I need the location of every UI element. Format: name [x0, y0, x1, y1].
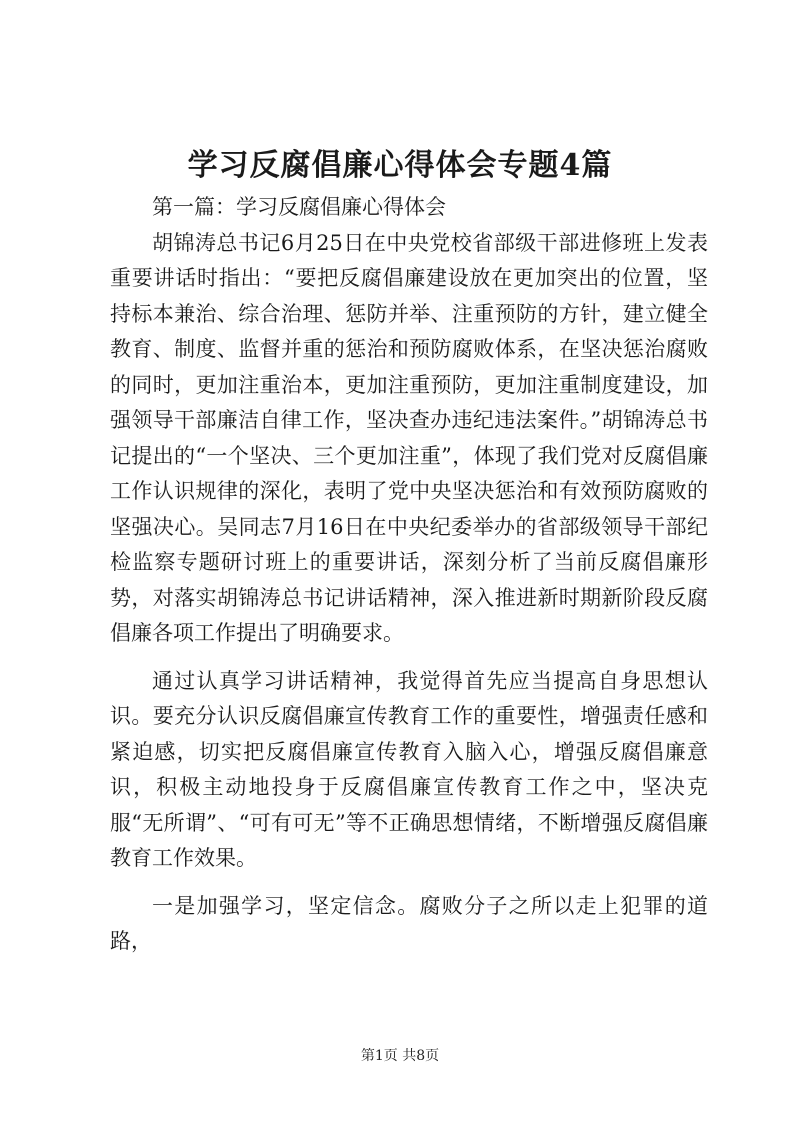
- document-title: 学习反腐倡廉心得体会专题4篇: [187, 148, 613, 183]
- document-body: [110, 190, 708, 960]
- paragraph: 胡锦涛总书记6月25日在中央党校省部级干部进修班上发表重要讲话时指出：“要把反腐倡廉建设放在更加突出的位置，坚持标本兼治、综合治理、惩防并举、注重预防的方针，建立健全教育、制度、监督并重的惩治和预防腐败体系，在坚决惩治腐败的同时，更加注重治本，更加注重预防，更加注重制度建设，加强领导干部廉洁自律工作，坚决查办违纪违法案件。”胡锦涛总书记提出的“一个坚决、三个更加注重”，体现了我们党对反腐倡廉工作认识规律的深化，表明了党中央坚决惩治和有效预防腐败的坚强决心。吴同志7月16日在中央纪委举办的省部级领导干部纪检监察专题研讨班上的重要讲话，深刻分析了当前反腐倡廉形势，对落实胡锦涛总书记讲话精神，深入推进新时期新阶段反腐倡廉各项工作提出了明确要求。: [110, 230, 708, 645]
- paragraph: 一是加强学习，坚定信念。腐败分子之所以走上犯罪的道路，: [110, 893, 708, 953]
- section-heading: 第一篇：学习反腐倡廉心得体会: [152, 195, 446, 219]
- page-number-footer: 第1页 共8页: [360, 1048, 440, 1064]
- paragraph: 通过认真学习讲话精神，我觉得首先应当提高自身思想认识。要充分认识反腐倡廉宣传教育工作的重要性，增强责任感和紧迫感，切实把反腐倡廉宣传教育入脑入心，增强反腐倡廉意识，积极主动地投身于反腐倡廉宣传教育工作之中，坚决克服“无所谓”、“可有可无”等不正确思想情绪，不断增强反腐倡廉教育工作效果。: [110, 668, 708, 870]
